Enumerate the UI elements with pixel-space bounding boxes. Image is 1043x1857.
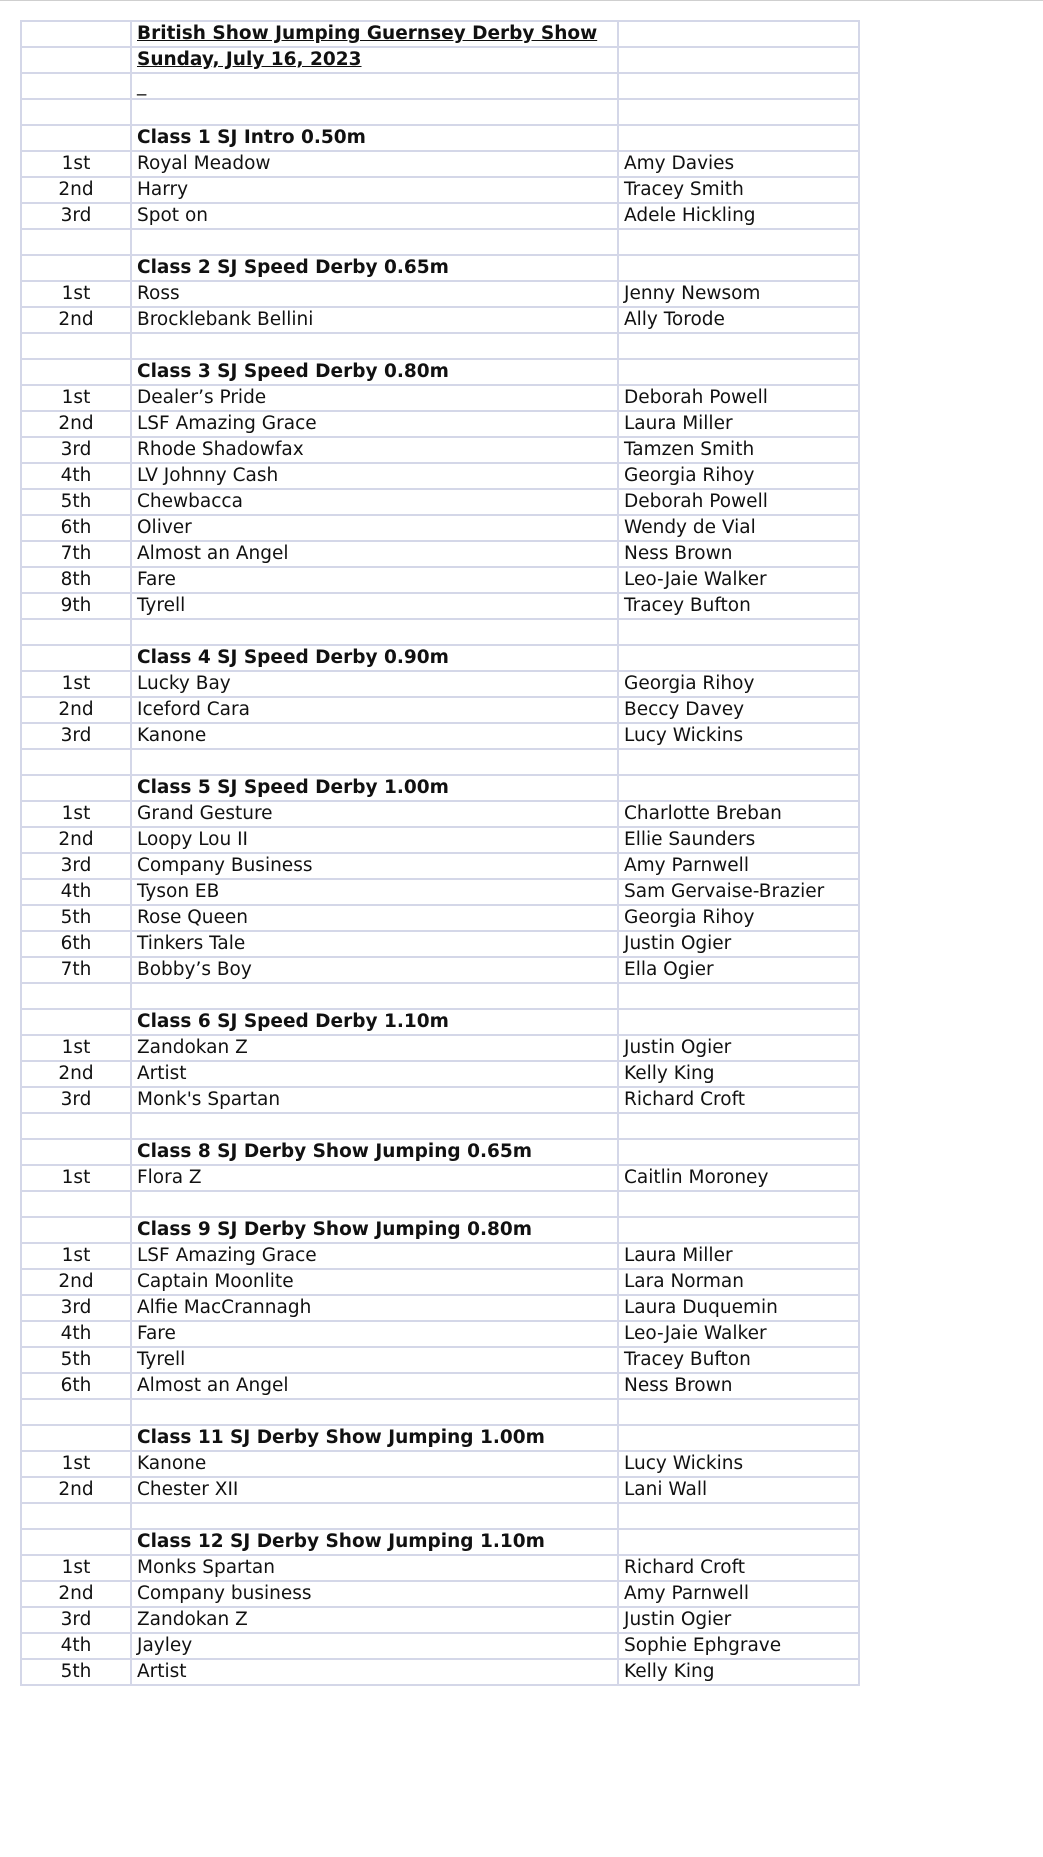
placing: 1st — [21, 1243, 131, 1269]
result-row — [21, 1659, 859, 1685]
rider-name: Lucy Wickins — [618, 723, 859, 749]
class-heading: Class 11 SJ Derby Show Jumping 1.00m — [131, 1425, 618, 1451]
result-row — [21, 905, 859, 931]
class-heading-row — [21, 1425, 859, 1451]
placing: 1st — [21, 151, 131, 177]
placing: 3rd — [21, 1607, 131, 1633]
result-row — [21, 1087, 859, 1113]
rider-name: Tracey Smith — [618, 177, 859, 203]
placing: 2nd — [21, 1061, 131, 1087]
horse-name: Tinkers Tale — [131, 931, 618, 957]
rider-name: Kelly King — [618, 1061, 859, 1087]
horse-name: Rhode Shadowfax — [131, 437, 618, 463]
result-row — [21, 1633, 859, 1659]
placing: 7th — [21, 957, 131, 983]
blank-row — [21, 1191, 859, 1217]
horse-name: Tyrell — [131, 1347, 618, 1373]
blank-row — [21, 1503, 859, 1529]
placing: 2nd — [21, 177, 131, 203]
horse-name: Iceford Cara — [131, 697, 618, 723]
result-row — [21, 1035, 859, 1061]
rider-name: Sophie Ephgrave — [618, 1633, 859, 1659]
empty-cell — [618, 125, 859, 151]
result-row — [21, 671, 859, 697]
horse-name: Oliver — [131, 515, 618, 541]
rider-name: Amy Davies — [618, 151, 859, 177]
empty-cell — [618, 1009, 859, 1035]
placing: 2nd — [21, 1269, 131, 1295]
horse-name: Flora Z — [131, 1165, 618, 1191]
placing: 1st — [21, 801, 131, 827]
placing: 1st — [21, 1555, 131, 1581]
empty-cell — [618, 99, 859, 125]
class-heading: Class 6 SJ Speed Derby 1.10m — [131, 1009, 618, 1035]
empty-cell — [618, 749, 859, 775]
placing: 2nd — [21, 697, 131, 723]
rider-name: Amy Parnwell — [618, 853, 859, 879]
result-row — [21, 281, 859, 307]
empty-cell — [618, 983, 859, 1009]
empty-cell — [618, 1139, 859, 1165]
empty-cell — [21, 749, 131, 775]
horse-name: Monks Spartan — [131, 1555, 618, 1581]
results-table-body — [21, 21, 859, 1685]
class-heading-row — [21, 255, 859, 281]
result-row — [21, 801, 859, 827]
horse-name: Alfie MacCrannagh — [131, 1295, 618, 1321]
horse-name: Tyson EB — [131, 879, 618, 905]
horse-name: Loopy Lou II — [131, 827, 618, 853]
empty-cell — [21, 619, 131, 645]
rider-name: Wendy de Vial — [618, 515, 859, 541]
result-row — [21, 151, 859, 177]
result-row — [21, 853, 859, 879]
empty-cell — [21, 1139, 131, 1165]
class-heading-row — [21, 1009, 859, 1035]
placing: 3rd — [21, 437, 131, 463]
placing: 2nd — [21, 411, 131, 437]
empty-cell — [131, 1113, 618, 1139]
result-row — [21, 567, 859, 593]
class-heading-row — [21, 1139, 859, 1165]
empty-cell — [131, 1399, 618, 1425]
blank-row — [21, 99, 859, 125]
class-heading: Class 1 SJ Intro 0.50m — [131, 125, 618, 151]
horse-name: LSF Amazing Grace — [131, 411, 618, 437]
rider-name: Tracey Bufton — [618, 593, 859, 619]
empty-cell — [131, 1503, 618, 1529]
result-row — [21, 931, 859, 957]
dash-mark: _ — [131, 73, 618, 99]
empty-cell — [131, 619, 618, 645]
rider-name: Charlotte Breban — [618, 801, 859, 827]
placing: 1st — [21, 385, 131, 411]
empty-cell — [618, 359, 859, 385]
result-row — [21, 1581, 859, 1607]
results-sheet — [20, 20, 858, 1686]
rider-name: Jenny Newsom — [618, 281, 859, 307]
empty-cell — [618, 1529, 859, 1555]
placing: 6th — [21, 515, 131, 541]
horse-name: Company business — [131, 1581, 618, 1607]
horse-name: Artist — [131, 1659, 618, 1685]
rider-name: Georgia Rihoy — [618, 671, 859, 697]
empty-cell — [21, 1529, 131, 1555]
empty-cell — [21, 983, 131, 1009]
class-heading: Class 3 SJ Speed Derby 0.80m — [131, 359, 618, 385]
placing: 1st — [21, 281, 131, 307]
class-heading-row — [21, 1217, 859, 1243]
result-row — [21, 1555, 859, 1581]
top-divider — [0, 0, 1043, 1]
rider-name: Ness Brown — [618, 541, 859, 567]
empty-cell — [618, 1217, 859, 1243]
horse-name: Chester XII — [131, 1477, 618, 1503]
blank-row — [21, 619, 859, 645]
result-row — [21, 1321, 859, 1347]
result-row — [21, 1607, 859, 1633]
empty-cell — [21, 99, 131, 125]
placing: 4th — [21, 1633, 131, 1659]
empty-cell — [618, 21, 859, 47]
horse-name: Brocklebank Bellini — [131, 307, 618, 333]
result-row — [21, 437, 859, 463]
horse-name: LSF Amazing Grace — [131, 1243, 618, 1269]
result-row — [21, 1451, 859, 1477]
class-heading: Class 8 SJ Derby Show Jumping 0.65m — [131, 1139, 618, 1165]
empty-cell — [131, 983, 618, 1009]
rider-name: Adele Hickling — [618, 203, 859, 229]
placing: 2nd — [21, 1581, 131, 1607]
class-heading-row — [21, 1529, 859, 1555]
rider-name: Tamzen Smith — [618, 437, 859, 463]
placing: 2nd — [21, 827, 131, 853]
result-row — [21, 1373, 859, 1399]
horse-name: Ross — [131, 281, 618, 307]
horse-name: Grand Gesture — [131, 801, 618, 827]
placing: 5th — [21, 1347, 131, 1373]
class-heading: Class 9 SJ Derby Show Jumping 0.80m — [131, 1217, 618, 1243]
class-heading-row — [21, 125, 859, 151]
horse-name: Fare — [131, 567, 618, 593]
title-row — [21, 21, 859, 47]
result-row — [21, 723, 859, 749]
result-row — [21, 489, 859, 515]
empty-cell — [21, 1399, 131, 1425]
class-heading-row — [21, 359, 859, 385]
empty-cell — [618, 333, 859, 359]
placing: 1st — [21, 671, 131, 697]
empty-cell — [131, 749, 618, 775]
rider-name: Laura Duquemin — [618, 1295, 859, 1321]
result-row — [21, 385, 859, 411]
horse-name: LV Johnny Cash — [131, 463, 618, 489]
results-table — [20, 20, 860, 1686]
empty-cell — [21, 125, 131, 151]
class-heading: Class 5 SJ Speed Derby 1.00m — [131, 775, 618, 801]
placing: 9th — [21, 593, 131, 619]
rider-name: Amy Parnwell — [618, 1581, 859, 1607]
placing: 1st — [21, 1451, 131, 1477]
blank-row — [21, 983, 859, 1009]
result-row — [21, 411, 859, 437]
placing: 3rd — [21, 1087, 131, 1113]
empty-cell — [21, 1425, 131, 1451]
horse-name: Spot on — [131, 203, 618, 229]
rider-name: Lucy Wickins — [618, 1451, 859, 1477]
horse-name: Lucky Bay — [131, 671, 618, 697]
class-heading-row — [21, 775, 859, 801]
horse-name: Captain Moonlite — [131, 1269, 618, 1295]
empty-cell — [21, 1503, 131, 1529]
empty-cell — [618, 775, 859, 801]
document-title-line: British Show Jumping Guernsey Derby Show — [131, 21, 618, 47]
empty-cell — [21, 1217, 131, 1243]
blank-row — [21, 1399, 859, 1425]
horse-name: Kanone — [131, 723, 618, 749]
rider-name: Leo-Jaie Walker — [618, 1321, 859, 1347]
result-row — [21, 515, 859, 541]
rider-name: Deborah Powell — [618, 385, 859, 411]
result-row — [21, 593, 859, 619]
empty-cell — [618, 1191, 859, 1217]
empty-cell — [618, 1425, 859, 1451]
empty-cell — [21, 1009, 131, 1035]
empty-cell — [618, 1113, 859, 1139]
horse-name: Dealer’s Pride — [131, 385, 618, 411]
horse-name: Company Business — [131, 853, 618, 879]
horse-name: Tyrell — [131, 593, 618, 619]
horse-name: Royal Meadow — [131, 151, 618, 177]
placing: 4th — [21, 879, 131, 905]
result-row — [21, 1295, 859, 1321]
horse-name: Zandokan Z — [131, 1035, 618, 1061]
blank-row — [21, 333, 859, 359]
placing: 5th — [21, 1659, 131, 1685]
document-title-line: Sunday, July 16, 2023 — [131, 47, 618, 73]
empty-cell — [21, 359, 131, 385]
result-row — [21, 957, 859, 983]
placing: 3rd — [21, 853, 131, 879]
horse-name: Almost an Angel — [131, 541, 618, 567]
title-row — [21, 47, 859, 73]
rider-name: Georgia Rihoy — [618, 463, 859, 489]
rider-name: Laura Miller — [618, 1243, 859, 1269]
placing: 5th — [21, 489, 131, 515]
empty-cell — [21, 1113, 131, 1139]
result-row — [21, 1347, 859, 1373]
placing: 1st — [21, 1035, 131, 1061]
empty-cell — [21, 255, 131, 281]
rider-name: Justin Ogier — [618, 1607, 859, 1633]
result-row — [21, 827, 859, 853]
horse-name: Almost an Angel — [131, 1373, 618, 1399]
placing: 7th — [21, 541, 131, 567]
horse-name: Monk's Spartan — [131, 1087, 618, 1113]
class-heading-row — [21, 645, 859, 671]
placing: 3rd — [21, 203, 131, 229]
rider-name: Georgia Rihoy — [618, 905, 859, 931]
rider-name: Leo-Jaie Walker — [618, 567, 859, 593]
rider-name: Beccy Davey — [618, 697, 859, 723]
result-row — [21, 697, 859, 723]
empty-cell — [618, 229, 859, 255]
class-heading: Class 12 SJ Derby Show Jumping 1.10m — [131, 1529, 618, 1555]
placing: 4th — [21, 463, 131, 489]
horse-name: Harry — [131, 177, 618, 203]
placing: 1st — [21, 1165, 131, 1191]
blank-row — [21, 1113, 859, 1139]
placing: 2nd — [21, 1477, 131, 1503]
placing: 6th — [21, 931, 131, 957]
result-row — [21, 541, 859, 567]
empty-cell — [21, 47, 131, 73]
result-row — [21, 463, 859, 489]
empty-cell — [131, 229, 618, 255]
dash-row — [21, 73, 859, 99]
horse-name: Chewbacca — [131, 489, 618, 515]
rider-name: Lani Wall — [618, 1477, 859, 1503]
result-row — [21, 1061, 859, 1087]
rider-name: Richard Croft — [618, 1087, 859, 1113]
empty-cell — [618, 1503, 859, 1529]
empty-cell — [21, 1191, 131, 1217]
rider-name: Ella Ogier — [618, 957, 859, 983]
empty-cell — [21, 21, 131, 47]
empty-cell — [618, 255, 859, 281]
horse-name: Rose Queen — [131, 905, 618, 931]
placing: 6th — [21, 1373, 131, 1399]
rider-name: Lara Norman — [618, 1269, 859, 1295]
empty-cell — [618, 1399, 859, 1425]
blank-row — [21, 749, 859, 775]
result-row — [21, 1269, 859, 1295]
empty-cell — [618, 73, 859, 99]
result-row — [21, 1243, 859, 1269]
empty-cell — [618, 619, 859, 645]
rider-name: Kelly King — [618, 1659, 859, 1685]
result-row — [21, 1165, 859, 1191]
empty-cell — [131, 1191, 618, 1217]
empty-cell — [131, 99, 618, 125]
rider-name: Justin Ogier — [618, 931, 859, 957]
empty-cell — [21, 775, 131, 801]
horse-name: Artist — [131, 1061, 618, 1087]
placing: 8th — [21, 567, 131, 593]
class-heading: Class 2 SJ Speed Derby 0.65m — [131, 255, 618, 281]
horse-name: Kanone — [131, 1451, 618, 1477]
result-row — [21, 307, 859, 333]
rider-name: Ally Torode — [618, 307, 859, 333]
result-row — [21, 177, 859, 203]
rider-name: Ellie Saunders — [618, 827, 859, 853]
result-row — [21, 1477, 859, 1503]
placing: 5th — [21, 905, 131, 931]
empty-cell — [131, 333, 618, 359]
empty-cell — [21, 229, 131, 255]
rider-name: Caitlin Moroney — [618, 1165, 859, 1191]
placing: 2nd — [21, 307, 131, 333]
placing: 4th — [21, 1321, 131, 1347]
rider-name: Ness Brown — [618, 1373, 859, 1399]
result-row — [21, 203, 859, 229]
horse-name: Bobby’s Boy — [131, 957, 618, 983]
horse-name: Fare — [131, 1321, 618, 1347]
empty-cell — [21, 645, 131, 671]
blank-row — [21, 229, 859, 255]
horse-name: Jayley — [131, 1633, 618, 1659]
rider-name: Laura Miller — [618, 411, 859, 437]
rider-name: Deborah Powell — [618, 489, 859, 515]
placing: 3rd — [21, 1295, 131, 1321]
placing: 3rd — [21, 723, 131, 749]
empty-cell — [618, 645, 859, 671]
rider-name: Tracey Bufton — [618, 1347, 859, 1373]
empty-cell — [21, 73, 131, 99]
rider-name: Richard Croft — [618, 1555, 859, 1581]
rider-name: Sam Gervaise-Brazier — [618, 879, 859, 905]
rider-name: Justin Ogier — [618, 1035, 859, 1061]
empty-cell — [21, 333, 131, 359]
result-row — [21, 879, 859, 905]
empty-cell — [618, 47, 859, 73]
horse-name: Zandokan Z — [131, 1607, 618, 1633]
class-heading: Class 4 SJ Speed Derby 0.90m — [131, 645, 618, 671]
